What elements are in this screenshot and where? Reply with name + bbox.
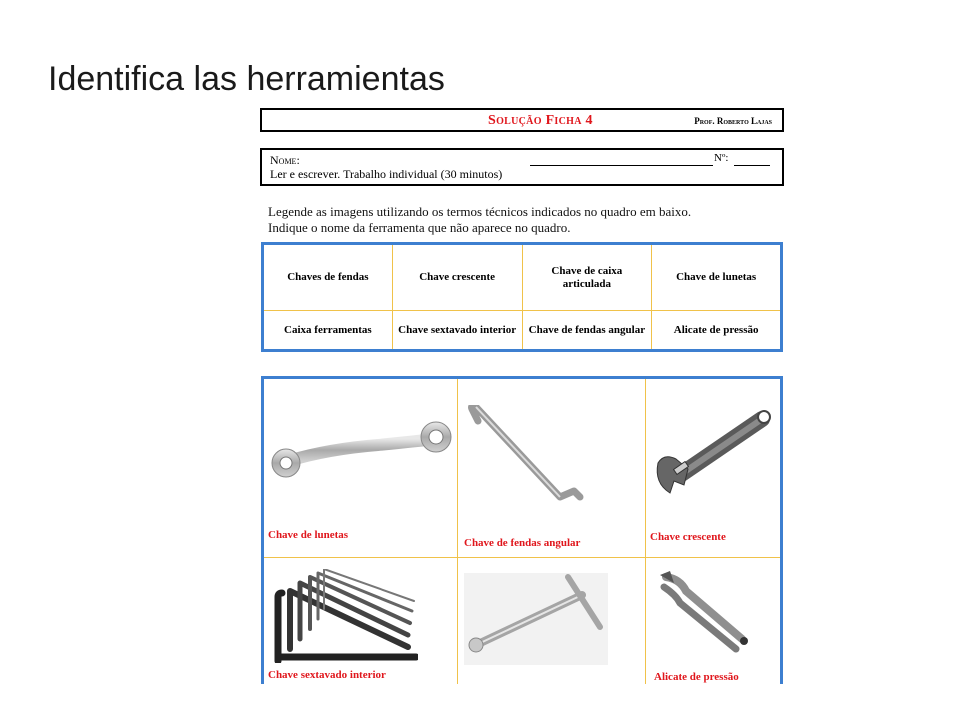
term-cell: Chave crescente	[392, 244, 522, 311]
locking-pliers-icon	[656, 569, 766, 659]
term-cell: Caixa ferramentas	[263, 311, 393, 351]
angled-screwdriver-icon	[464, 405, 594, 515]
worksheet	[258, 106, 788, 684]
term-cell: Chave de fendas angular	[522, 311, 652, 351]
slide-title: Identifica las herramientas	[48, 60, 445, 98]
grid-divider	[264, 557, 780, 558]
image-caption: Chave de lunetas	[268, 529, 349, 541]
term-cell: Chave de caixa articulada	[522, 244, 652, 311]
tool-images-grid	[261, 376, 783, 684]
terms-row	[263, 311, 782, 351]
name-line	[530, 165, 713, 166]
name-label: Nome:	[270, 153, 300, 167]
worksheet-author: Prof. Roberto Lajas	[694, 116, 772, 126]
terms-table	[261, 242, 783, 352]
student-info-box	[260, 148, 784, 186]
t-handle-socket-wrench-icon	[464, 573, 608, 665]
adjustable-wrench-icon	[650, 405, 782, 505]
instructions-text: Ler e escrever. Trabalho individual (30 minutos)	[270, 167, 503, 181]
image-caption: Chave crescente	[650, 531, 726, 543]
number-line	[734, 165, 770, 166]
hex-key-set-icon	[268, 569, 418, 663]
legend-line-2: Indique o nome da ferramenta que não aparece no quadro.	[268, 220, 571, 235]
term-cell: Alicate de pressão	[652, 311, 782, 351]
terms-row	[263, 244, 782, 311]
legend-line-1: Legende as imagens utilizando os termos técnicos indicados no quadro em baixo.	[268, 204, 692, 219]
ring-wrench-icon	[268, 419, 454, 489]
grid-divider	[457, 379, 458, 684]
image-caption: Chave sextavado interior	[268, 669, 386, 681]
worksheet-header	[260, 108, 784, 132]
term-cell: Chave de lunetas	[652, 244, 782, 311]
image-caption: Alicate de pressão	[654, 671, 739, 683]
grid-divider	[645, 379, 646, 684]
number-label: Nº:	[714, 152, 729, 164]
term-cell: Chaves de fendas	[263, 244, 393, 311]
term-cell: Chave sextavado interior	[392, 311, 522, 351]
image-caption: Chave de fendas angular	[464, 537, 581, 549]
worksheet-title: Solução Ficha 4	[488, 113, 593, 128]
legend-text	[268, 204, 691, 236]
